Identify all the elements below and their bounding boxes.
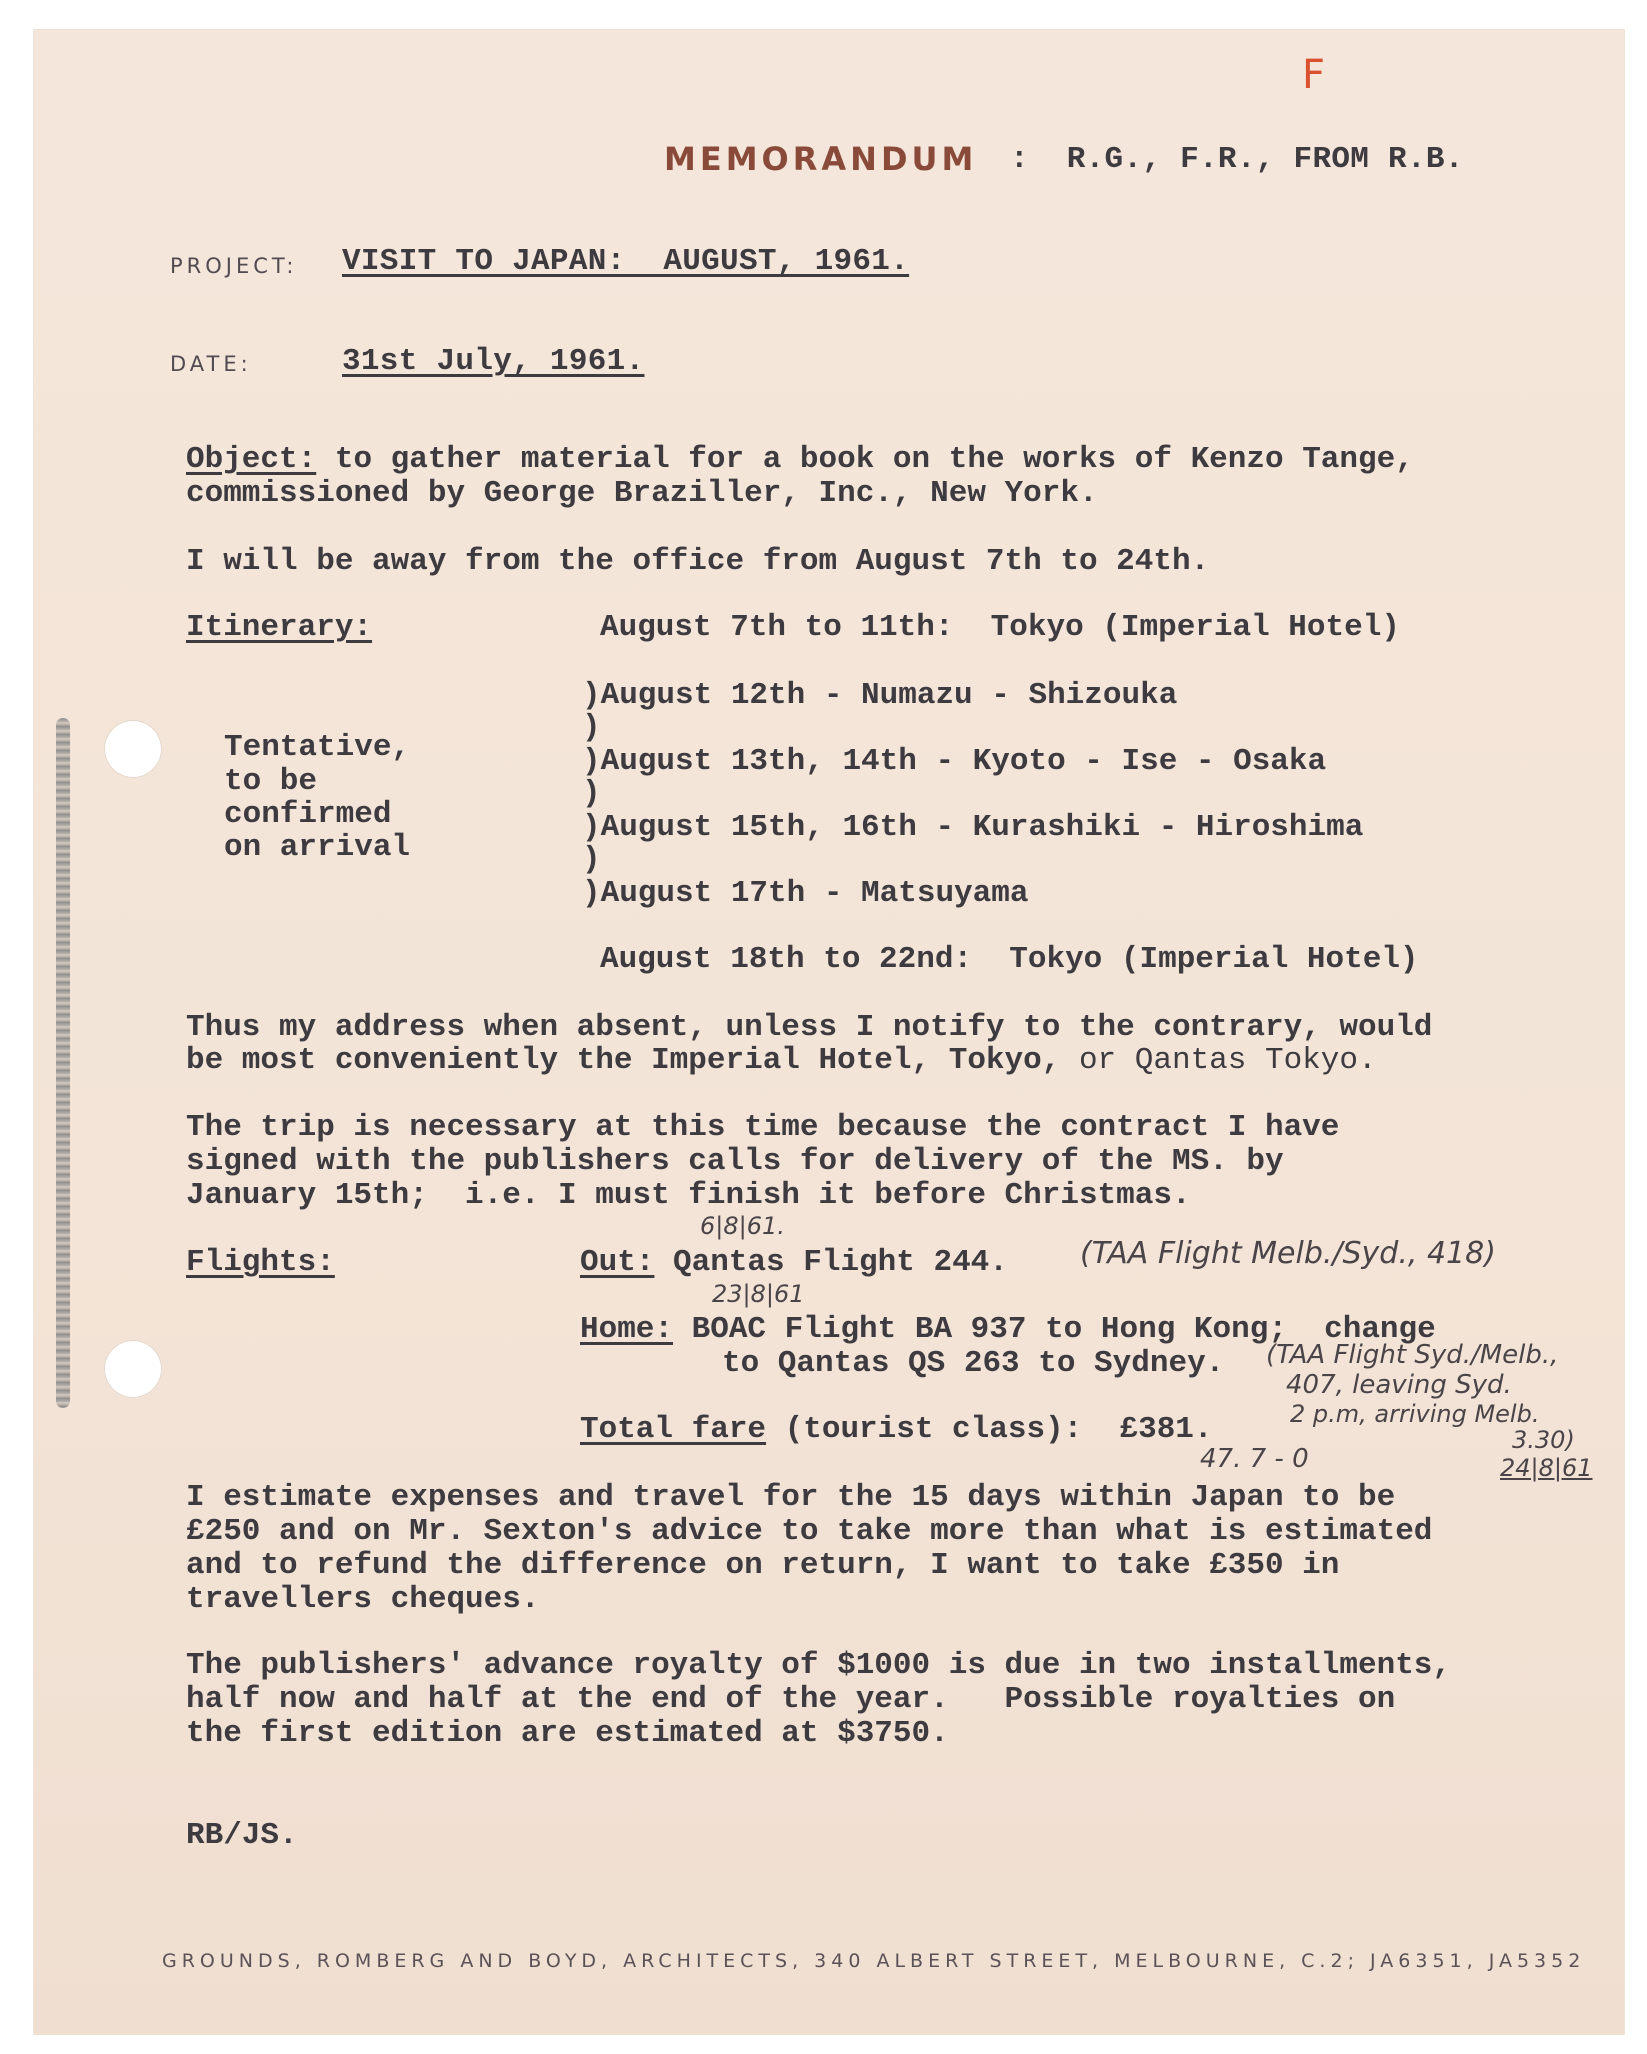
handwritten-home-note-5: 24|8|61 [1500,1454,1593,1482]
letterhead-footer: GROUNDS, ROMBERG AND BOYD, ARCHITECTS, 340 ALBERT STREET, MELBOURNE, C.2; JA6351, JA5352 [162,1950,1586,1972]
date-label: DATE: [170,352,252,376]
itinerary-tentative-item: )August 15th, 16th - Kurashiki - Hiroshima [582,810,1364,845]
flight-out-value: Qantas Flight 244. [654,1245,1008,1280]
bracket-spacer: ) [582,842,601,877]
trip-line-2: signed with the publishers calls for delivery of the MS. by [186,1144,1284,1179]
handwritten-home-note-2: 407, leaving Syd. [1286,1370,1512,1400]
date-value: 31st July, 1961. [342,344,645,379]
handwritten-home-note-1: (TAA Flight Syd./Melb., [1266,1340,1559,1370]
expenses-line-1: I estimate expenses and travel for the 15 days within Japan to be [186,1480,1396,1515]
handwritten-out-date: 6|8|61. [700,1212,785,1240]
tentative-note-3: confirmed [224,797,392,832]
itinerary-first: August 7th to 11th: Tokyo (Imperial Hotel) [600,610,1400,645]
flight-out-row [580,1245,1008,1280]
trip-line-3: January 15th; i.e. I must finish it before Christmas. [186,1178,1191,1213]
tentative-note-1: Tentative, [224,730,411,765]
itinerary-label: Itinerary: [186,610,373,645]
flight-out-label: Out: [580,1245,655,1280]
flight-home-line-1: BOAC Flight BA 937 to Hong Kong; change [673,1312,1436,1347]
handwritten-out-note: (TAA Flight Melb./Syd., 418) [1080,1236,1496,1271]
memo-title: MEMORANDUM [664,140,978,178]
expenses-line-2: £250 and on Mr. Sexton's advice to take more than what is estimated [186,1514,1433,1549]
tentative-note-4: on arrival [224,830,411,865]
address-line-2 [186,1043,1377,1078]
object-label: Object: [186,442,317,477]
fare-value: (tourist class): £381. [766,1412,1213,1447]
bracket-spacer: ) [582,710,601,745]
punch-hole-top [104,720,162,778]
royalty-line-1: The publishers' advance royalty of $1000 is due in two installments, [186,1648,1452,1683]
itinerary-tentative-item: )August 13th, 14th - Kyoto - Ise - Osaka [582,744,1327,779]
project-label: PROJECT: [170,254,298,278]
bracket-spacer: ) [582,776,601,811]
handwritten-home-date: 23|8|61 [712,1280,805,1308]
trip-line-1: The trip is necessary at this time because the contract I have [186,1110,1340,1145]
fare-row [580,1412,1213,1447]
royalty-line-2: half now and half at the end of the year. Possible royalties on [186,1682,1396,1717]
address-line-2b: or Qantas Tokyo. [1060,1043,1377,1078]
handwritten-home-note-4: 3.30) [1512,1426,1575,1454]
address-line-1: Thus my address when absent, unless I notify to the contrary, would [186,1010,1433,1045]
object-paragraph [186,442,1414,477]
flight-home-label: Home: [580,1312,674,1347]
flight-home-line-2: to Qantas QS 263 to Sydney. [722,1346,1225,1381]
initials: RB/JS. [186,1818,298,1853]
punch-hole-bottom [104,1340,162,1398]
royalty-line-3: the first edition are estimated at $3750. [186,1716,949,1751]
object-line-1: to gather material for a book on the works of Kenzo Tange, [316,442,1414,477]
itinerary-tentative-item: )August 12th - Numazu - Shizouka [582,678,1178,713]
tentative-note-2: to be [224,764,318,799]
handwritten-mark: F [1302,52,1326,98]
itinerary-tentative-item: )August 17th - Matsuyama [582,876,1029,911]
away-sentence: I will be away from the office from August 7th to 24th. [186,544,1210,579]
binding-staple-strip [56,718,70,1408]
itinerary-last: August 18th to 22nd: Tokyo (Imperial Hotel) [600,942,1419,977]
fare-label: Total fare [580,1412,767,1447]
object-line-2: commissioned by George Braziller, Inc., New York. [186,476,1098,511]
memo-recipients: : R.G., F.R., FROM R.B. [1010,142,1464,177]
expenses-line-4: travellers cheques. [186,1582,540,1617]
handwritten-home-note-3: 2 p.m, arriving Melb. [1290,1400,1540,1428]
expenses-line-3: and to refund the difference on return, I want to take £350 in [186,1548,1340,1583]
handwritten-fare-extra: 47. 7 - 0 [1200,1444,1309,1474]
address-line-2a: be most conveniently the Imperial Hotel, Tokyo, [186,1043,1061,1078]
flights-label: Flights: [186,1245,335,1280]
project-value: VISIT TO JAPAN: AUGUST, 1961. [342,244,910,279]
